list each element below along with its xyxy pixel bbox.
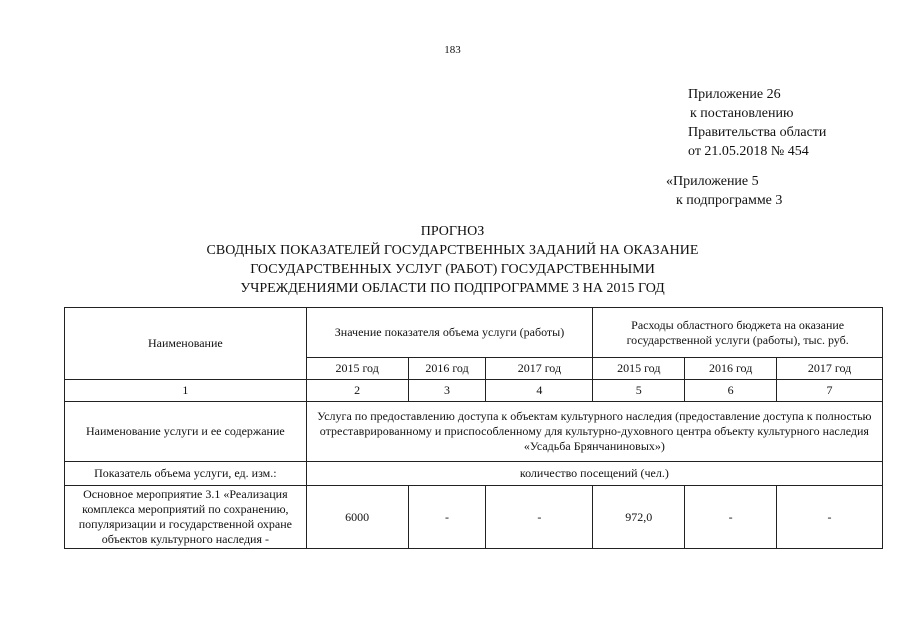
title-line: СВОДНЫХ ПОКАЗАТЕЛЕЙ ГОСУДАРСТВЕННЫХ ЗАДАНИЙ НА ОКАЗАНИЕ — [206, 243, 699, 258]
table-row-service — [65, 402, 883, 462]
sub-appendix-line: «Приложение 5 — [666, 174, 759, 189]
header-volume-cell: Значение показателя объема услуги (работы) — [306, 308, 593, 358]
event-value-cell: 972,0 — [593, 486, 685, 549]
year-cell: 2017 год — [777, 358, 883, 380]
event-value-cell: - — [685, 486, 777, 549]
sub-appendix-block — [666, 172, 782, 210]
title-line: ПРОГНОЗ — [420, 224, 485, 239]
appendix-date-line: от 21.05.2018 № 454 — [688, 144, 809, 159]
title-line: ГОСУДАРСТВЕННЫХ УСЛУГ (РАБОТ) ГОСУДАРСТВЕННЫМИ — [250, 262, 655, 277]
column-number-cell: 2 — [306, 380, 408, 402]
indicator-text-cell: количество посещений (чел.) — [306, 462, 882, 486]
header-name-cell: Наименование — [65, 308, 307, 380]
event-value-cell: - — [777, 486, 883, 549]
year-cell: 2015 год — [593, 358, 685, 380]
column-number-cell: 5 — [593, 380, 685, 402]
event-label-cell: Основное мероприятие 3.1 «Реализация комплекса мероприятий по сохранению, популяризации и государственной охране объектов культурного наследия - — [65, 486, 307, 549]
column-number-cell: 1 — [65, 380, 307, 402]
appendix-block — [688, 85, 826, 161]
year-cell: 2016 год — [408, 358, 486, 380]
table-column-numbers-row — [65, 380, 883, 402]
event-value-cell: - — [408, 486, 486, 549]
sub-appendix-line: к подпрограмме 3 — [676, 193, 783, 208]
service-text-cell: Услуга по предоставлению доступа к объектам культурного наследия (предоставление доступа к полностью отреставрированному и приспособленному для культурно-духовного центра объекту культурного наследия «Усадьба Брянчаниновых») — [306, 402, 882, 462]
indicator-label-cell: Показатель объема услуги, ед. изм.: — [65, 462, 307, 486]
table-row-event — [65, 486, 883, 549]
year-cell: 2015 год — [306, 358, 408, 380]
table-row-indicator — [65, 462, 883, 486]
column-number-cell: 4 — [486, 380, 593, 402]
document-title — [0, 222, 905, 298]
year-cell: 2017 год — [486, 358, 593, 380]
column-number-cell: 3 — [408, 380, 486, 402]
event-value-cell: - — [486, 486, 593, 549]
year-cell: 2016 год — [685, 358, 777, 380]
column-number-cell: 7 — [777, 380, 883, 402]
page-number: 183 — [444, 44, 461, 56]
service-label-cell: Наименование услуги и ее содержание — [65, 402, 307, 462]
appendix-line: Приложение 26 — [688, 87, 781, 102]
table-header-row — [65, 308, 883, 358]
title-line: УЧРЕЖДЕНИЯМИ ОБЛАСТИ ПО ПОДПРОГРАММЕ 3 НА 2015 ГОД — [240, 281, 665, 296]
appendix-line: Правительства области — [688, 125, 827, 140]
header-expenses-cell: Расходы областного бюджета на оказание государственной услуги (работы), тыс. руб. — [593, 308, 883, 358]
forecast-table — [64, 307, 883, 549]
event-value-cell: 6000 — [306, 486, 408, 549]
appendix-line: к постановлению — [690, 106, 794, 121]
column-number-cell: 6 — [685, 380, 777, 402]
